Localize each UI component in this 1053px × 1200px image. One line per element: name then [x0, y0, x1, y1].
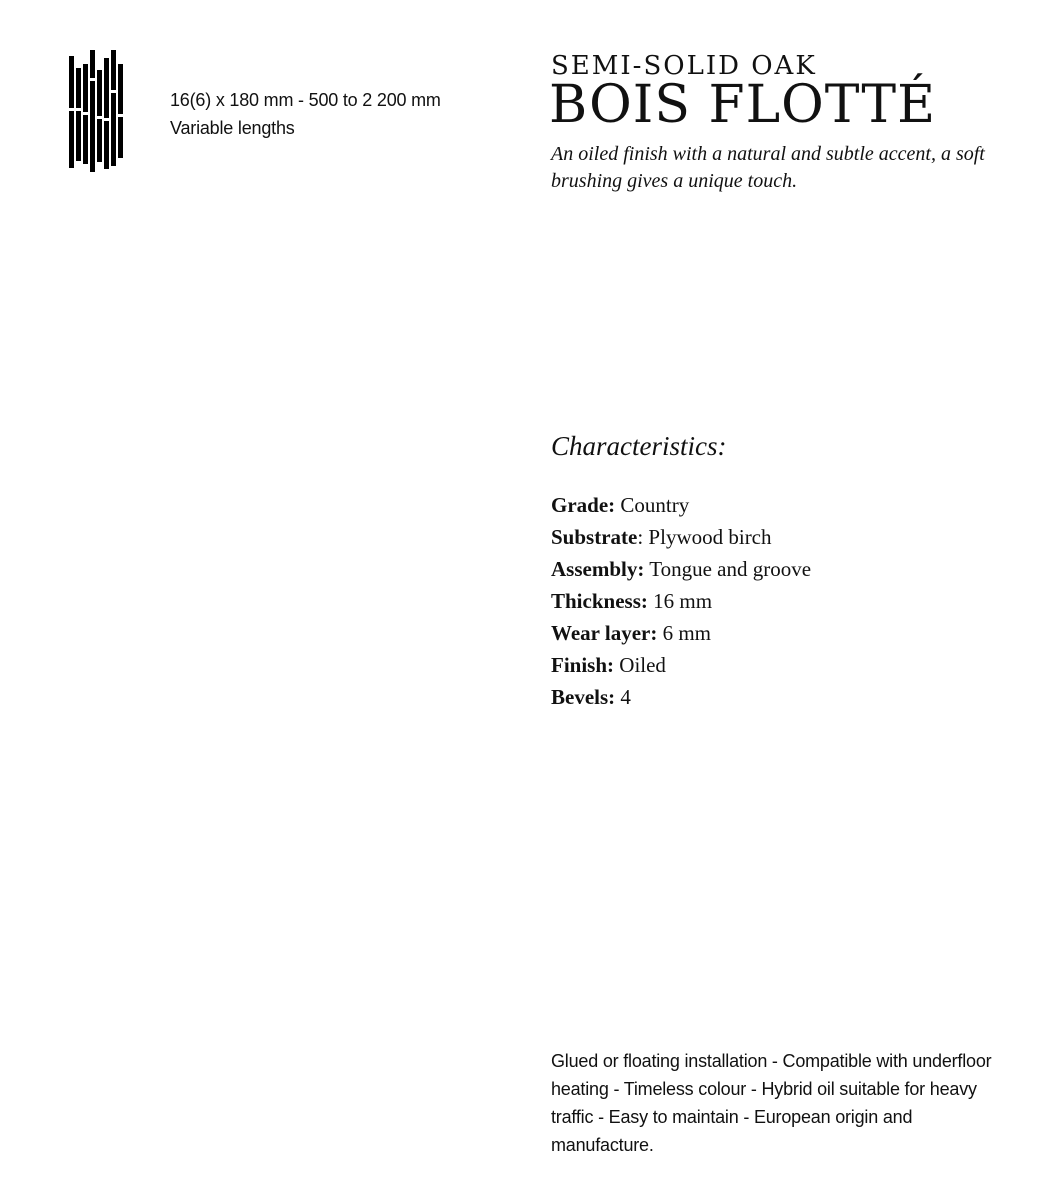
characteristic-label: Finish:: [551, 653, 615, 677]
product-title: BOIS FLOTTÉ: [549, 75, 937, 135]
characteristic-assembly: [551, 553, 811, 585]
product-subtitle: SEMI-SOLID OAK: [551, 51, 817, 81]
lengths-text: Variable lengths: [170, 118, 295, 138]
characteristics-list: [551, 489, 811, 713]
plank: [104, 121, 109, 169]
characteristic-substrate: [551, 521, 811, 553]
characteristic-finish: [551, 649, 811, 681]
characteristic-label: Grade:: [551, 493, 616, 517]
plank: [69, 56, 74, 108]
plank: [76, 111, 81, 161]
plank: [83, 115, 88, 164]
characteristic-label: Bevels:: [551, 685, 616, 709]
characteristic-value: Tongue and groove: [644, 557, 812, 581]
characteristic-bevels: [551, 681, 811, 713]
characteristic-wear-layer: [551, 617, 811, 649]
characteristic-label: Assembly:: [551, 557, 645, 581]
product-features-text: Glued or floating installation - Compatible with underfloor heating - Timeless colour - Hybrid oil suitable for heavy traffic - Easy to maintain - European origin and manufacture.: [551, 1051, 992, 1155]
plank: [118, 117, 123, 158]
plank: [104, 58, 109, 118]
plank: [83, 64, 88, 112]
dimension-specs: [170, 86, 441, 142]
plank: [69, 111, 74, 168]
characteristic-label: Thickness:: [551, 589, 648, 613]
characteristic-label: Substrate: [551, 525, 638, 549]
dimensions-text: 16(6) x 180 mm - 500 to 2 200 mm: [170, 90, 441, 110]
plank: [76, 68, 81, 108]
plank: [90, 81, 95, 172]
characteristic-grade: [551, 489, 811, 521]
plank: [97, 119, 102, 162]
characteristic-value: 4: [615, 685, 631, 709]
product-tagline: An oiled finish with a natural and subtle accent, a soft brushing gives a unique touch.: [551, 143, 985, 192]
plank: [97, 70, 102, 116]
plank: [90, 50, 95, 78]
characteristic-value: 6 mm: [657, 621, 711, 645]
plank: [111, 50, 116, 90]
characteristic-value: Oiled: [614, 653, 666, 677]
characteristic-value: Country: [615, 493, 690, 517]
plank: [111, 93, 116, 166]
plank: [118, 64, 123, 114]
plank-layout-icon: [69, 50, 127, 172]
characteristic-label: Wear layer:: [551, 621, 658, 645]
characteristic-value: 16 mm: [647, 589, 713, 613]
characteristic-value: : Plywood birch: [637, 525, 772, 549]
characteristic-thickness: [551, 585, 811, 617]
characteristics-heading: Characteristics:: [551, 431, 727, 461]
plank-strips: [69, 50, 123, 172]
